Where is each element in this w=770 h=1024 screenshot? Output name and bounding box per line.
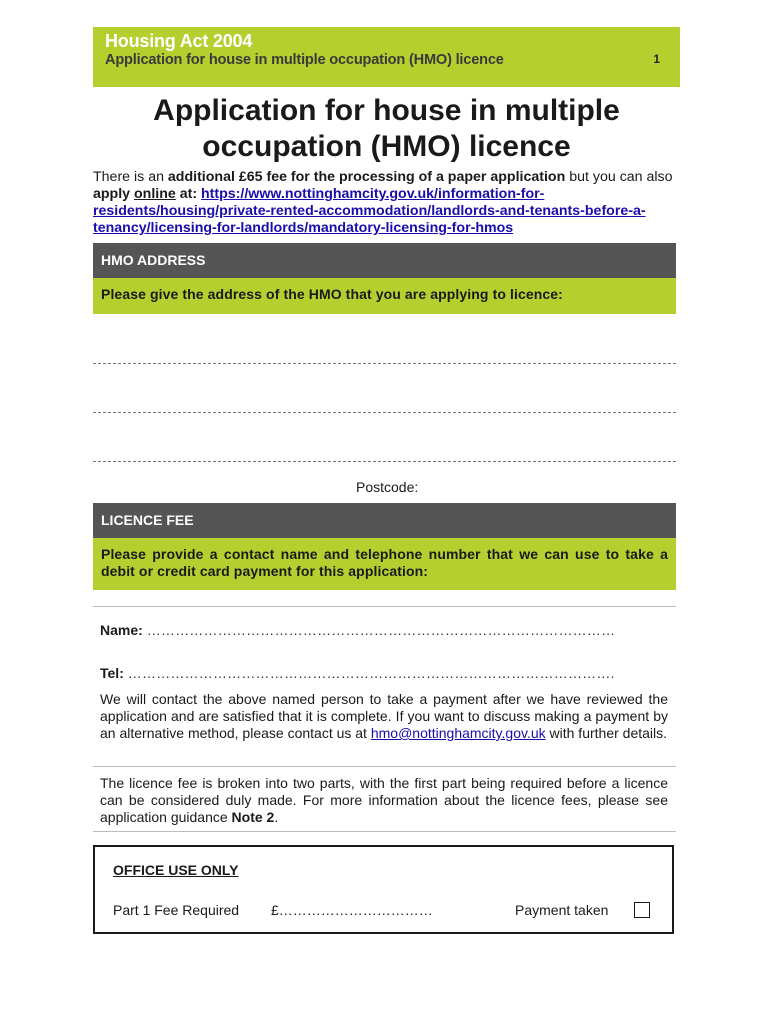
payment-taken-checkbox[interactable]: [634, 902, 650, 918]
part1-fee-amount[interactable]: £……………………………: [271, 902, 433, 918]
header-banner: [93, 27, 680, 87]
tel-dots: ………………………………………………………………………………………….: [127, 665, 615, 681]
email-link[interactable]: hmo@nottinghamcity.gov.uk: [370, 725, 546, 741]
intro-text-1: There is an: [93, 169, 168, 185]
hmo-address-heading: HMO ADDRESS: [93, 243, 676, 278]
office-use-title: OFFICE USE ONLY: [113, 862, 239, 878]
hmo-address-prompt: Please give the address of the HMO that you are applying to licence:: [93, 278, 676, 314]
intro-apply: apply: [93, 186, 134, 202]
tel-label: Tel:: [100, 665, 124, 681]
name-dots: ………………………………………………………………………………………: [146, 622, 616, 638]
intro-online: online: [134, 186, 176, 202]
fee-paragraph: [100, 775, 668, 826]
fee-text: The licence fee is broken into two parts, with the first part being required before a licence can be considered duly made. For more information about the licence fees, please see application guidance: [100, 775, 668, 825]
page-number: 1: [653, 52, 660, 66]
act-title: Housing Act 2004: [105, 31, 253, 51]
contact-tail: with further details.: [545, 725, 668, 741]
intro-paragraph: [93, 169, 680, 237]
contact-paragraph: [100, 691, 668, 742]
intro-text-2: but you can also: [565, 169, 673, 185]
address-line-2[interactable]: [93, 412, 676, 413]
intro-at: at:: [175, 186, 202, 202]
page-title: [93, 93, 680, 165]
fee-end: .: [274, 809, 279, 825]
address-line-3[interactable]: [93, 461, 676, 462]
application-link[interactable]: https://www.nottinghamcity.gov.uk/information-for-residents/housing/private-rented-accommodation/landlords-and-tenants-before-a-tenancy/licensing-for-landlords/mandatory-licensing-for-hmos: [93, 186, 646, 236]
office-use-box: [93, 845, 674, 934]
postcode-label: Postcode:: [356, 479, 419, 495]
name-field[interactable]: [100, 622, 668, 638]
payment-taken-label: Payment taken: [515, 902, 609, 918]
fee-note: Note 2: [231, 809, 275, 825]
intro-fee-notice: additional £65 fee for the processing of a paper application: [167, 169, 566, 185]
address-line-1[interactable]: [93, 363, 676, 364]
form-subtitle: Application for house in multiple occupation (HMO) licence: [105, 52, 504, 68]
section-divider-2: [93, 766, 676, 767]
contact-text: We will contact the above named person to take a payment after we have reviewed the application and are satisfied that it is complete. If you want to discuss making a payment by an alternative method, please contact us at: [100, 691, 668, 741]
section-divider-3: [93, 831, 676, 832]
part1-fee-label: Part 1 Fee Required: [113, 902, 240, 918]
title-line-2: occupation (HMO) licence: [202, 130, 571, 163]
licence-fee-prompt: Please provide a contact name and telephone number that we can use to take a debit or credit card payment for this application:: [93, 538, 676, 590]
licence-fee-heading: LICENCE FEE: [93, 503, 676, 538]
title-line-1: Application for house in multiple: [153, 94, 620, 127]
section-divider: [93, 606, 676, 607]
tel-field[interactable]: [100, 665, 668, 681]
name-label: Name:: [100, 622, 143, 638]
